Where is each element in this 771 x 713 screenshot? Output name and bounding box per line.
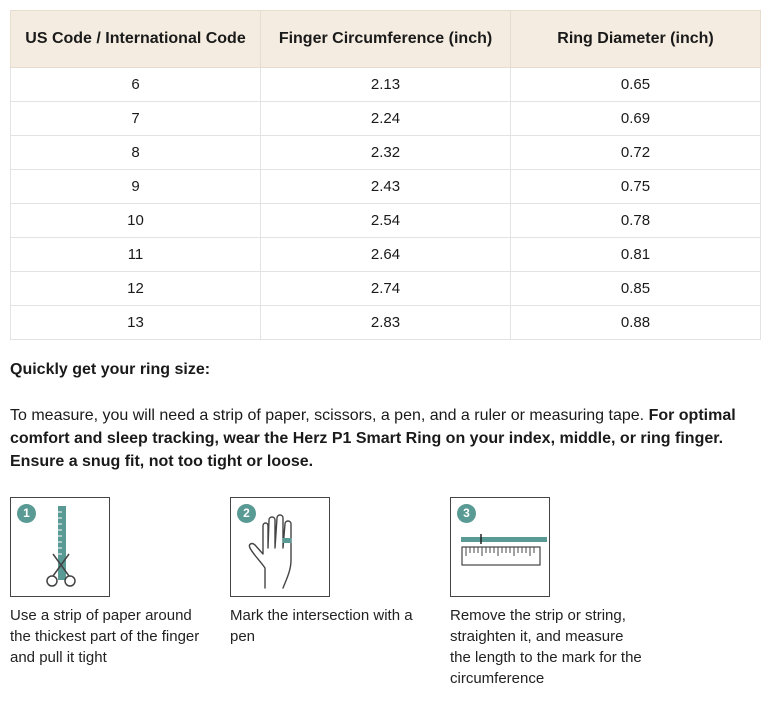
guide-emphasis-text: For optimal comfort and sleep tracking, wear the Herz P1 Smart Ring on your index, middle, or ring finger. Ensure a snug fit, not too tight or loose. bbox=[10, 407, 736, 470]
table-row bbox=[11, 102, 761, 136]
cell-us-code: 7 bbox=[11, 102, 261, 136]
column-header-diameter: Ring Diameter (inch) bbox=[511, 11, 761, 68]
guide-paragraph bbox=[10, 404, 750, 473]
step-number-badge: 1 bbox=[17, 504, 36, 523]
cell-circumference: 2.43 bbox=[261, 170, 511, 204]
step-2-illustration bbox=[230, 497, 330, 597]
guide-intro-text: To measure, you will need a strip of paper, scissors, a pen, and a ruler or measuring tape. bbox=[10, 407, 649, 424]
table-row bbox=[11, 238, 761, 272]
cell-us-code: 12 bbox=[11, 272, 261, 306]
cell-circumference: 2.74 bbox=[261, 272, 511, 306]
cell-diameter: 0.85 bbox=[511, 272, 761, 306]
cell-diameter: 0.65 bbox=[511, 68, 761, 102]
cell-circumference: 2.83 bbox=[261, 306, 511, 340]
cell-us-code: 10 bbox=[11, 204, 261, 238]
column-header-us-code: US Code / International Code bbox=[11, 11, 261, 68]
step-number-badge: 3 bbox=[457, 504, 476, 523]
cell-us-code: 6 bbox=[11, 68, 261, 102]
cell-circumference: 2.13 bbox=[261, 68, 511, 102]
cell-diameter: 0.69 bbox=[511, 102, 761, 136]
cell-diameter: 0.81 bbox=[511, 238, 761, 272]
table-header-row bbox=[11, 11, 761, 68]
cell-diameter: 0.78 bbox=[511, 204, 761, 238]
step-2 bbox=[230, 497, 430, 647]
cell-diameter: 0.72 bbox=[511, 136, 761, 170]
step-3 bbox=[450, 497, 650, 689]
cell-circumference: 2.32 bbox=[261, 136, 511, 170]
table-row bbox=[11, 204, 761, 238]
cell-diameter: 0.88 bbox=[511, 306, 761, 340]
cell-circumference: 2.54 bbox=[261, 204, 511, 238]
cell-us-code: 13 bbox=[11, 306, 261, 340]
cell-us-code: 11 bbox=[11, 238, 261, 272]
table-row bbox=[11, 68, 761, 102]
step-2-caption: Mark the intersection with a pen bbox=[230, 607, 413, 645]
cell-circumference: 2.24 bbox=[261, 102, 511, 136]
table-row bbox=[11, 306, 761, 340]
step-3-caption: Remove the strip or string, straighten it, and measure the length to the mark for the circumference bbox=[450, 607, 642, 687]
column-header-circumference: Finger Circumference (inch) bbox=[261, 11, 511, 68]
table-row bbox=[11, 272, 761, 306]
step-1 bbox=[10, 497, 210, 668]
cell-us-code: 9 bbox=[11, 170, 261, 204]
step-number-badge: 2 bbox=[237, 504, 256, 523]
table-row bbox=[11, 170, 761, 204]
table-row bbox=[11, 136, 761, 170]
cell-circumference: 2.64 bbox=[261, 238, 511, 272]
step-1-caption: Use a strip of paper around the thickest part of the finger and pull it tight bbox=[10, 607, 200, 666]
step-1-illustration bbox=[10, 497, 110, 597]
step-3-illustration bbox=[450, 497, 550, 597]
cell-diameter: 0.75 bbox=[511, 170, 761, 204]
ring-size-table bbox=[10, 10, 761, 340]
guide-heading: Quickly get your ring size: bbox=[10, 361, 211, 378]
cell-us-code: 8 bbox=[11, 136, 261, 170]
